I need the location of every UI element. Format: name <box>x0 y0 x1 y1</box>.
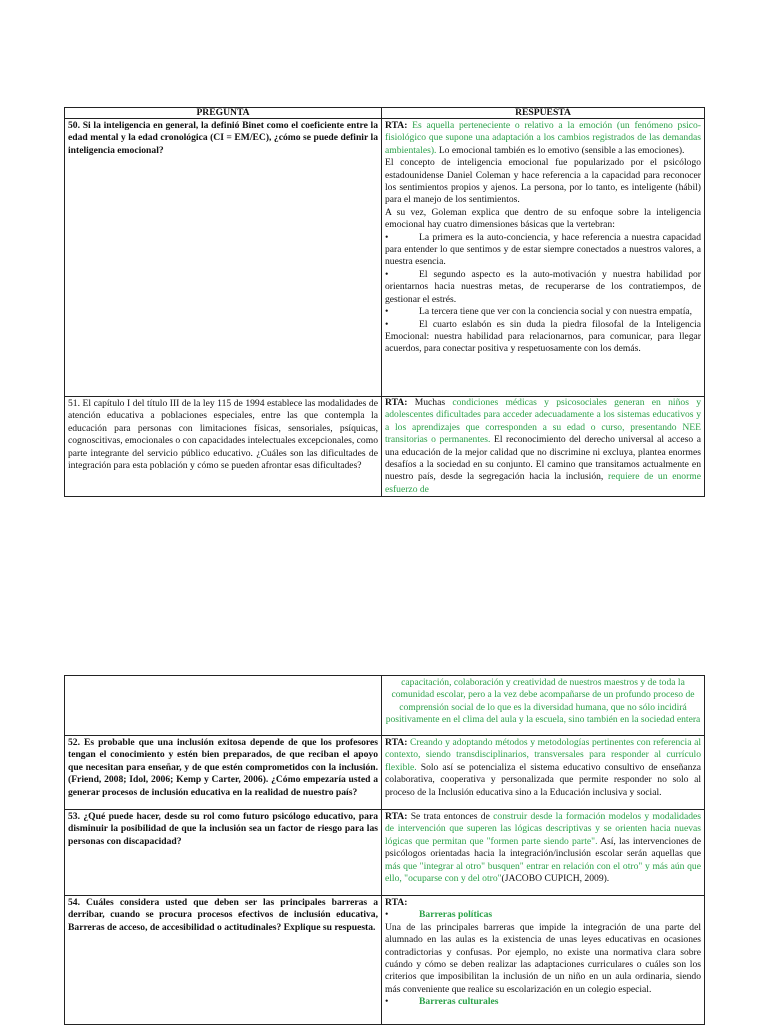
question-50: 50. Si la inteligencia en general, la definió Binet como el coeficiente entre la edad mental y la edad cronológica (CI = EM/EC), ¿cómo se puede definir la inteligencia emocional? <box>65 119 382 397</box>
answer-53-text2: Así, las intervenciones de psicólogos orientadas hacia la integración/inclusión escolar serán aquellas que <box>385 835 701 860</box>
bullet-icon: • <box>385 996 389 1008</box>
table-row <box>65 119 705 397</box>
bullet-icon: • <box>385 231 389 243</box>
answer-50-b2: El segundo aspecto es la auto-motivación y nuestra habilidad por orientarnos hacia nuestras metas, de recuperarse de los contratiempos, de gestionar el estrés. <box>385 268 701 305</box>
table-row <box>65 397 705 497</box>
answer-51-green: condiciones médicas y psicosociales generan en niños y adolescentes dificultades para acceder adecuadamente a los sistemas educativos y a los aprendizajes que corresponden a su edad o curso, presentando NEE transitorias o permanentes. <box>385 397 701 446</box>
table-row <box>65 676 705 736</box>
rta-label: RTA: <box>385 811 408 822</box>
answer-52-green: Creando y adoptando métodos y metodologías pertinentes con referencia al contexto, siendo transdisciplinarios, transversales para responder al currículo flexible. <box>385 737 701 773</box>
answer-53-green2: más que "integrar al otro" busquen" entrar en relación con el otro" y más aún que ello, "ocuparse con y del otro" <box>385 860 701 885</box>
bullet-icon: • <box>385 909 389 921</box>
answer-50-b4: El cuarto eslabón es sin duda la piedra filosofal de la Inteligencia Emocional: nuestra habilidad para relacionarnos, para comunicar, para llegar acuerdos, para conectar positiva y respetuosamente con los demás. <box>385 318 701 355</box>
answer-51-green2: requiere de un enorme esfuerzo de <box>385 471 701 495</box>
bullet-icon: • <box>385 306 389 318</box>
answer-54-p1: Una de las principales barreras que impide la integración de una parte del alumnado en las aulas es la existencia de unas leyes educativas en ocasiones contradictorias y confusas. Por ejemplo, no existe una normativa clara sobre cuándo y cómo se deben realizar las adaptaciones curriculares o cuáles son los criterios que imposibilitan la inclusión de un niño en un aula ordinaria, siendo más conveniente que realice su escolarización en un colegio especial. <box>385 921 701 995</box>
answer-53-text: Se trata entonces de <box>407 811 494 822</box>
answer-51 <box>382 397 705 497</box>
answer-50-p3: A su vez, Goleman explica que dentro de su enfoque sobre la inteligencia emocional hay cuatro dimensiones básicas que la vertebran: <box>385 206 701 231</box>
table-header-row <box>65 108 705 119</box>
answer-54 <box>382 896 705 1025</box>
table-row <box>65 810 705 896</box>
answer-50-green: Es aquella perteneciente o relativo a la emoción (un fenómeno psico-fisiológico que supone una adaptación a los cambios registrados de las demandas ambientales). <box>385 120 701 156</box>
answer-52 <box>382 736 705 810</box>
bullet-icon: • <box>385 318 389 330</box>
answer-52-text: Solo así se potencializa el sistema educativo consultivo de enseñanza colaborativa, cooperativa y personalizada que permite responder no solo al proceso de la Inclusión educativa sino a la Educación inclusiva y social. <box>385 761 701 798</box>
table-row <box>65 896 705 1025</box>
answer-50-text: Lo emocional también es lo emotivo (sensible a las emociones). <box>436 144 685 156</box>
answer-50-b3: La tercera tiene que ver con la conciencia social y con nuestra empatía, <box>419 306 693 318</box>
answer-53 <box>382 810 705 896</box>
question-cont <box>65 676 382 736</box>
bullet-icon: • <box>385 268 389 280</box>
answer-51-text2: El reconocimiento del derecho universal al acceso a una educación de la mejor calidad que no discrimine ni excluya, plantea enormes desafíos a la sociedad en su conjunto. El camino que transitamos actualmente en nuestro país, desde la segregación hacia la inclusión, <box>385 434 701 483</box>
answer-50-p2: El concepto de inteligencia emocional fue popularizado por el psicólogo estadounidense Daniel Coleman y hace referencia a la capacidad para reconocer los sentimientos propios y ajenos. La persona, por lo tanto, es inteligente (hábil) para el manejo de los sentimientos. <box>385 157 701 206</box>
answer-51-text: Muchas <box>407 397 453 408</box>
answer-50-b1: La primera es la auto-conciencia, y hace referencia a nuestra capacidad para entender lo que sentimos y de estar siempre conectados a nuestros valores, a nuestra esencia. <box>385 231 701 268</box>
rta-label: RTA: <box>385 397 408 408</box>
header-answer: RESPUESTA <box>382 108 705 119</box>
table-questions-52-54 <box>64 675 705 1025</box>
question-54: 54. Cuáles considera usted que deben ser las principales barreras a derribar, cuando se procura procesos efectivos de inclusión educativa, Barreras de acceso, de accesibilidad o actitudinales? Explique su respuesta. <box>65 896 382 1025</box>
answer-cont: capacitación, colaboración y creatividad de nuestros maestros y de toda la comunidad escolar, pero a la vez debe acompañarse de un profundo proceso de comprensión social de lo que es la diversidad humana, que no sólo incidirá positivamente en el clima del aula y la escuela, sino también en la sociedad entera <box>382 676 705 736</box>
header-question: PREGUNTA <box>65 108 382 119</box>
barrier-heading-political: Barreras políticas <box>419 909 493 921</box>
table-row <box>65 736 705 810</box>
answer-53-green: construir desde la formación modelos y modalidades de intervención que superen las lógicas descriptivas y se orienten hacia nuevas lógicas que permitan que "formen parte siendo parte". <box>385 811 701 847</box>
barrier-heading-cultural: Barreras culturales <box>419 996 499 1008</box>
rta-label: RTA: <box>385 897 408 908</box>
rta-label: RTA: <box>385 120 408 131</box>
table-questions-50-51 <box>64 107 705 497</box>
question-53: 53. ¿Qué puede hacer, desde su rol como futuro psicólogo educativo, para disminuir la posibilidad de que la inclusión sea un factor de riesgo para las personas con discapacidad? <box>65 810 382 896</box>
rta-label: RTA: <box>385 737 408 748</box>
question-51: 51. El capítulo I del título III de la ley 115 de 1994 establece las modalidades de atención educativa a poblaciones especiales, entre las que contempla la educación para personas con limitaciones físicas, sensoriales, psíquicas, cognoscitivas, emocionales o con capacidades intelectuales excepcionales, como parte integrante del servicio público educativo. ¿Cuáles son las dificultades de integración para esta población y cómo se pueden afrontar esas dificultades? <box>65 397 382 497</box>
answer-53-cite: (JACOBO CUPICH, 2009). <box>501 873 610 885</box>
question-52: 52. Es probable que una inclusión exitosa depende de que los profesores tengan el conocimiento y estén bien preparados, de que reciban el apoyo que necesitan para enseñar, y de que estén comprometidos con la inclusión. (Friend, 2008; Idol, 2006; Kemp y Carter, 2006). ¿Cómo empezaría usted a generar procesos de inclusión educativa en la realidad de nuestro país? <box>65 736 382 810</box>
answer-50 <box>382 119 705 397</box>
